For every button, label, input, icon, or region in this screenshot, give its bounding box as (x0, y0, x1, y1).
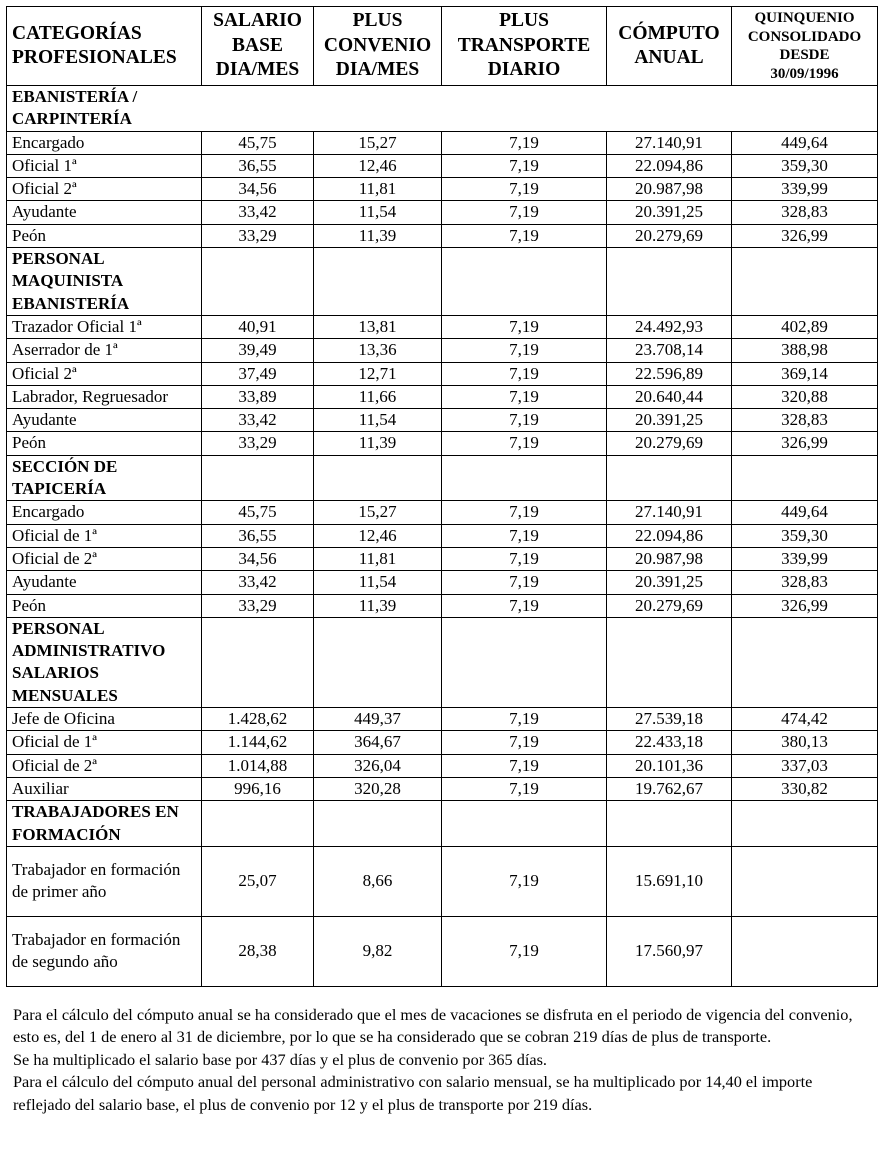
header-quinquenio (732, 7, 878, 86)
empty-cell (732, 801, 878, 847)
category-cell: Peón (7, 432, 202, 455)
plus-transporte-cell: 7,19 (442, 339, 607, 362)
empty-cell (202, 455, 314, 501)
category-cell: Oficial de 2ª (7, 547, 202, 570)
category-cell: Oficial de 1ª (7, 731, 202, 754)
empty-cell (442, 801, 607, 847)
table-row (7, 846, 878, 916)
table-row (7, 362, 878, 385)
header-line: PROFESIONALES (12, 47, 177, 68)
salario-base-cell: 45,75 (202, 501, 314, 524)
computo-anual-cell: 20.279,69 (607, 224, 732, 247)
quinquenio-cell: 328,83 (732, 201, 878, 224)
category-cell: Trabajador en formación de segundo año (7, 916, 202, 986)
quinquenio-cell: 359,30 (732, 154, 878, 177)
computo-anual-cell: 20.279,69 (607, 594, 732, 617)
category-cell: Ayudante (7, 409, 202, 432)
plus-convenio-cell: 364,67 (314, 731, 442, 754)
plus-transporte-cell: 7,19 (442, 524, 607, 547)
plus-convenio-cell: 15,27 (314, 131, 442, 154)
header-line: QUINQUENIO (754, 10, 855, 26)
salario-base-cell: 28,38 (202, 916, 314, 986)
section-title: SECCIÓN DE TAPICERÍA (7, 455, 202, 501)
plus-transporte-cell: 7,19 (442, 201, 607, 224)
category-cell: Oficial de 1ª (7, 524, 202, 547)
section-row (7, 248, 878, 316)
salario-base-cell: 1.428,62 (202, 708, 314, 731)
table-row (7, 339, 878, 362)
empty-cell (202, 617, 314, 707)
table-row (7, 201, 878, 224)
table-row (7, 571, 878, 594)
table-body (7, 86, 878, 987)
quinquenio-cell: 369,14 (732, 362, 878, 385)
header-computo-anual (607, 7, 732, 86)
empty-cell (732, 455, 878, 501)
table-row (7, 524, 878, 547)
header-line: DIA/MES (215, 59, 300, 81)
salario-base-cell: 33,42 (202, 571, 314, 594)
plus-transporte-cell: 7,19 (442, 154, 607, 177)
header-line: 30/09/1996 (770, 65, 839, 82)
header-line: CÓMPUTO (618, 22, 720, 44)
plus-transporte-cell: 7,19 (442, 315, 607, 338)
plus-transporte-cell: 7,19 (442, 594, 607, 617)
computo-anual-cell: 27.539,18 (607, 708, 732, 731)
computo-anual-cell: 20.640,44 (607, 385, 732, 408)
section-row (7, 455, 878, 501)
salario-base-cell: 33,29 (202, 432, 314, 455)
computo-anual-cell: 20.101,36 (607, 754, 732, 777)
header-categorias (7, 7, 202, 86)
salario-base-cell: 34,56 (202, 178, 314, 201)
plus-convenio-cell: 12,71 (314, 362, 442, 385)
plus-convenio-cell: 9,82 (314, 916, 442, 986)
header-line: TRANSPORTE (457, 34, 591, 56)
salario-base-cell: 1.144,62 (202, 731, 314, 754)
empty-cell (732, 248, 878, 316)
section-title: TRABAJADORES EN FORMACIÓN (7, 801, 202, 847)
empty-cell (202, 801, 314, 847)
header-line: DESDE (779, 47, 830, 63)
category-cell: Trabajador en formación de primer año (7, 846, 202, 916)
computo-anual-cell: 23.708,14 (607, 339, 732, 362)
footnote: Se ha multiplicado el salario base por 437 días y el plus de convenio por 365 días. (13, 1049, 547, 1069)
quinquenio-cell: 449,64 (732, 131, 878, 154)
salario-base-cell: 1.014,88 (202, 754, 314, 777)
empty-cell (607, 801, 732, 847)
plus-transporte-cell: 7,19 (442, 777, 607, 800)
table-row (7, 409, 878, 432)
plus-transporte-cell: 7,19 (442, 409, 607, 432)
table-row (7, 547, 878, 570)
table-row (7, 754, 878, 777)
category-cell: Ayudante (7, 201, 202, 224)
empty-cell (442, 617, 607, 707)
empty-cell (607, 248, 732, 316)
salario-base-cell: 34,56 (202, 547, 314, 570)
empty-cell (732, 617, 878, 707)
plus-convenio-cell: 326,04 (314, 754, 442, 777)
plus-transporte-cell: 7,19 (442, 385, 607, 408)
section-title: EBANISTERÍA / CARPINTERÍA (7, 86, 878, 132)
quinquenio-cell: 330,82 (732, 777, 878, 800)
salario-base-cell: 45,75 (202, 131, 314, 154)
computo-anual-cell: 22.433,18 (607, 731, 732, 754)
salario-base-cell: 33,29 (202, 594, 314, 617)
quinquenio-cell: 339,99 (732, 547, 878, 570)
empty-cell (314, 617, 442, 707)
empty-cell (314, 455, 442, 501)
plus-convenio-cell: 11,54 (314, 409, 442, 432)
plus-transporte-cell: 7,19 (442, 224, 607, 247)
plus-transporte-cell: 7,19 (442, 178, 607, 201)
category-cell: Trazador Oficial 1ª (7, 315, 202, 338)
footnotes (13, 1004, 873, 1116)
header-line: BASE (232, 34, 283, 56)
plus-convenio-cell: 11,39 (314, 224, 442, 247)
table-row (7, 224, 878, 247)
category-cell: Oficial de 2ª (7, 754, 202, 777)
plus-convenio-cell: 11,39 (314, 432, 442, 455)
computo-anual-cell: 27.140,91 (607, 501, 732, 524)
plus-convenio-cell: 449,37 (314, 708, 442, 731)
quinquenio-cell: 326,99 (732, 432, 878, 455)
computo-anual-cell: 24.492,93 (607, 315, 732, 338)
category-cell: Oficial 2ª (7, 362, 202, 385)
plus-convenio-cell: 12,46 (314, 524, 442, 547)
plus-convenio-cell: 11,54 (314, 571, 442, 594)
computo-anual-cell: 15.691,10 (607, 846, 732, 916)
computo-anual-cell: 27.140,91 (607, 131, 732, 154)
plus-convenio-cell: 11,81 (314, 178, 442, 201)
section-row (7, 617, 878, 707)
empty-cell (202, 248, 314, 316)
computo-anual-cell: 20.391,25 (607, 201, 732, 224)
category-cell: Peón (7, 224, 202, 247)
table-row (7, 777, 878, 800)
header-line: CONSOLIDADO (747, 28, 862, 45)
quinquenio-cell: 328,83 (732, 571, 878, 594)
quinquenio-cell: 320,88 (732, 385, 878, 408)
plus-convenio-cell: 11,39 (314, 594, 442, 617)
computo-anual-cell: 20.391,25 (607, 571, 732, 594)
plus-transporte-cell: 7,19 (442, 754, 607, 777)
section-row (7, 801, 878, 847)
table-row (7, 154, 878, 177)
plus-convenio-cell: 15,27 (314, 501, 442, 524)
empty-cell (607, 617, 732, 707)
salario-base-cell: 25,07 (202, 846, 314, 916)
plus-convenio-cell: 11,81 (314, 547, 442, 570)
computo-anual-cell: 20.391,25 (607, 409, 732, 432)
quinquenio-cell: 326,99 (732, 224, 878, 247)
quinquenio-cell: 328,83 (732, 409, 878, 432)
quinquenio-cell: 339,99 (732, 178, 878, 201)
quinquenio-cell: 337,03 (732, 754, 878, 777)
salario-base-cell: 40,91 (202, 315, 314, 338)
category-cell: Aserrador de 1ª (7, 339, 202, 362)
table-row (7, 432, 878, 455)
section-row (7, 86, 878, 132)
salario-base-cell: 33,42 (202, 409, 314, 432)
category-cell: Auxiliar (7, 777, 202, 800)
empty-cell (442, 455, 607, 501)
empty-cell (314, 248, 442, 316)
computo-anual-cell: 17.560,97 (607, 916, 732, 986)
footnote: Para el cálculo del cómputo anual se ha considerado que el mes de vacaciones se disfruta en el periodo de vigencia del convenio, esto es, del 1 de enero al 31 de diciembre, por lo que se ha considerado que se cobran 219 días de plus de transporte. (13, 1005, 853, 1047)
category-cell: Oficial 1ª (7, 154, 202, 177)
header-line: DIARIO (487, 59, 561, 81)
plus-transporte-cell: 7,19 (442, 362, 607, 385)
quinquenio-cell: 449,64 (732, 501, 878, 524)
quinquenio-cell: 402,89 (732, 315, 878, 338)
computo-anual-cell: 22.596,89 (607, 362, 732, 385)
computo-anual-cell: 20.279,69 (607, 432, 732, 455)
quinquenio-cell: 326,99 (732, 594, 878, 617)
footnote: Para el cálculo del cómputo anual del personal administrativo con salario mensual, se ha multiplicado por 14,40 el importe reflejado del salario base, el plus de convenio por 12 y el plus de transporte por 219 días. (13, 1072, 813, 1114)
plus-convenio-cell: 13,36 (314, 339, 442, 362)
quinquenio-cell: 380,13 (732, 731, 878, 754)
category-cell: Oficial 2ª (7, 178, 202, 201)
quinquenio-cell: 388,98 (732, 339, 878, 362)
salario-base-cell: 36,55 (202, 154, 314, 177)
table-row (7, 385, 878, 408)
computo-anual-cell: 22.094,86 (607, 524, 732, 547)
section-title: PERSONAL MAQUINISTA EBANISTERÍA (7, 248, 202, 316)
computo-anual-cell: 22.094,86 (607, 154, 732, 177)
section-title: PERSONAL ADMINISTRATIVO SALARIOS MENSUALES (7, 617, 202, 707)
category-cell: Encargado (7, 501, 202, 524)
salario-base-cell: 33,29 (202, 224, 314, 247)
plus-convenio-cell: 11,66 (314, 385, 442, 408)
salario-base-cell: 36,55 (202, 524, 314, 547)
plus-transporte-cell: 7,19 (442, 571, 607, 594)
quinquenio-cell: 359,30 (732, 524, 878, 547)
empty-cell (442, 248, 607, 316)
computo-anual-cell: 19.762,67 (607, 777, 732, 800)
plus-transporte-cell: 7,19 (442, 708, 607, 731)
quinquenio-cell (732, 846, 878, 916)
header-salario-base (202, 7, 314, 86)
salario-base-cell: 33,89 (202, 385, 314, 408)
salary-table (6, 6, 878, 987)
table-row (7, 708, 878, 731)
plus-transporte-cell: 7,19 (442, 916, 607, 986)
header-row (7, 7, 878, 86)
table-row (7, 594, 878, 617)
plus-convenio-cell: 12,46 (314, 154, 442, 177)
header-line: CONVENIO (323, 34, 432, 56)
table-row (7, 315, 878, 338)
plus-transporte-cell: 7,19 (442, 547, 607, 570)
header-line: ANUAL (634, 47, 704, 68)
category-cell: Encargado (7, 131, 202, 154)
category-cell: Peón (7, 594, 202, 617)
salario-base-cell: 996,16 (202, 777, 314, 800)
header-line: PLUS (499, 10, 549, 32)
quinquenio-cell (732, 916, 878, 986)
plus-convenio-cell: 8,66 (314, 846, 442, 916)
salario-base-cell: 37,49 (202, 362, 314, 385)
table-row (7, 178, 878, 201)
plus-transporte-cell: 7,19 (442, 501, 607, 524)
plus-convenio-cell: 320,28 (314, 777, 442, 800)
header-line: DIA/MES (335, 59, 420, 81)
plus-convenio-cell: 13,81 (314, 315, 442, 338)
table-row (7, 731, 878, 754)
plus-transporte-cell: 7,19 (442, 131, 607, 154)
plus-convenio-cell: 11,54 (314, 201, 442, 224)
empty-cell (607, 455, 732, 501)
computo-anual-cell: 20.987,98 (607, 178, 732, 201)
salario-base-cell: 33,42 (202, 201, 314, 224)
header-line: PLUS (352, 10, 403, 32)
table-header (7, 7, 878, 86)
header-line: CATEGORÍAS (12, 22, 142, 44)
table-row (7, 131, 878, 154)
header-plus-convenio (314, 7, 442, 86)
plus-transporte-cell: 7,19 (442, 846, 607, 916)
category-cell: Ayudante (7, 571, 202, 594)
salario-base-cell: 39,49 (202, 339, 314, 362)
header-plus-transporte (442, 7, 607, 86)
table-row (7, 501, 878, 524)
computo-anual-cell: 20.987,98 (607, 547, 732, 570)
header-line: SALARIO (213, 10, 302, 32)
plus-transporte-cell: 7,19 (442, 432, 607, 455)
category-cell: Labrador, Regruesador (7, 385, 202, 408)
table-row (7, 916, 878, 986)
quinquenio-cell: 474,42 (732, 708, 878, 731)
plus-transporte-cell: 7,19 (442, 731, 607, 754)
empty-cell (314, 801, 442, 847)
category-cell: Jefe de Oficina (7, 708, 202, 731)
